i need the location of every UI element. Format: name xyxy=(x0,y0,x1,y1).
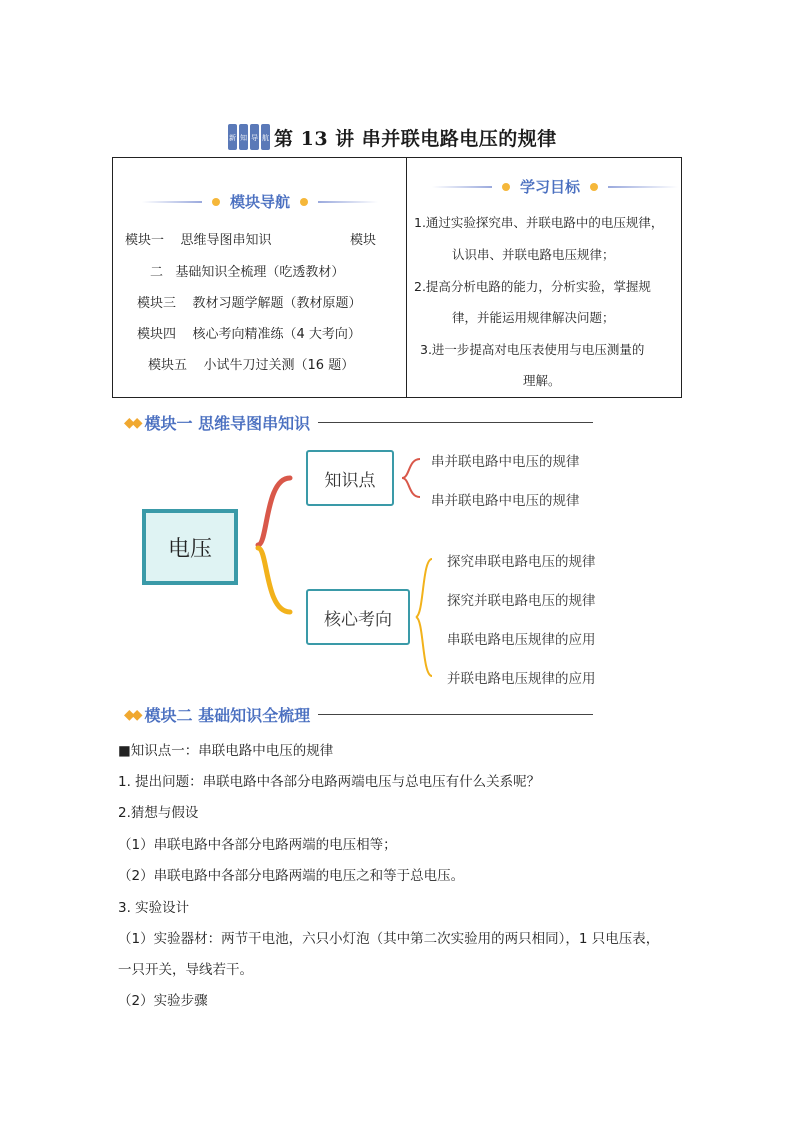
body-line: 一只开关，导线若干。 xyxy=(118,962,253,978)
nav-heading-text: 模块导航 xyxy=(230,193,291,211)
section2-header xyxy=(124,703,593,726)
lower-branch-line xyxy=(258,548,290,612)
nav-line: 模块一 思维导图串知识 模块 xyxy=(125,233,377,248)
knowledge-leaf: 串并联电路中电压的规律 xyxy=(431,493,580,509)
body-line: （1）实验器材：两节干电池，六只小灯泡（其中第二次实验用的两只相同），1 只电压表， xyxy=(118,931,660,947)
body-line: 3. 实验设计 xyxy=(118,900,190,916)
mindmap-center-node: 电压 xyxy=(142,509,238,585)
goal-line: 1.通过实验探究串、并联电路中的电压规律， xyxy=(414,215,664,230)
badge: 航 xyxy=(261,124,270,150)
nav-line: 模块三 教材习题学解题（教材原题） xyxy=(137,296,362,311)
badge: 新 xyxy=(228,124,237,150)
diamond-icon: ◆◆ xyxy=(124,414,140,431)
goal-line: 理解。 xyxy=(523,373,561,388)
body-line: （1）串联电路中各部分电路两端的电压相等； xyxy=(118,837,397,853)
section1-title: 模块一 思维导图串知识 xyxy=(144,414,311,433)
focus-leaf: 探究串联电路电压的规律 xyxy=(447,554,596,570)
nav-line: 模块五 小试牛刀过关测（16 题） xyxy=(148,358,355,373)
body-line: 2.猜想与假设 xyxy=(118,805,199,821)
body-line: 1. 提出问题：串联电路中各部分电路两端电压与总电压有什么关系呢？ xyxy=(118,774,541,790)
goal-line: 2.提高分析电路的能力，分析实验，掌握规 xyxy=(414,279,651,294)
knowledge-leaf: 串并联电路中电压的规律 xyxy=(431,454,580,470)
focus-leaf: 串联电路电压规律的应用 xyxy=(447,632,596,648)
goal-line: 3.进一步提高对电压表使用与电压测量的 xyxy=(420,342,645,357)
knowledge-bracket xyxy=(402,459,420,497)
nav-line: 二 基础知识全梳理（吃透教材） xyxy=(150,265,345,280)
page-title: 第 13 讲 串并联电路电压的规律 xyxy=(274,127,557,150)
focus-node: 核心考向 xyxy=(306,589,410,645)
nav-line: 模块四 核心考向精准练（4 大考向） xyxy=(137,327,361,342)
focus-bracket xyxy=(416,559,432,676)
body-line: （2）串联电路中各部分电路两端的电压之和等于总电压。 xyxy=(118,868,465,884)
knowledge-node: 知识点 xyxy=(306,450,394,506)
diamond-icon: ◆◆ xyxy=(124,706,140,723)
goal-line: 认识串、并联电路电压规律； xyxy=(452,247,615,262)
upper-branch-line xyxy=(258,478,290,545)
body-line: （2）实验步骤 xyxy=(118,993,208,1009)
focus-leaf: 探究并联电路电压的规律 xyxy=(447,593,596,609)
badge: 知 xyxy=(239,124,248,150)
section-rule xyxy=(318,714,593,715)
focus-leaf: 并联电路电压规律的应用 xyxy=(447,671,596,687)
badge: 导 xyxy=(250,124,259,150)
body-line: ■知识点一：串联电路中电压的规律 xyxy=(118,743,334,759)
goal-line: 律，并能运用规律解决问题； xyxy=(452,310,615,325)
goals-heading-text: 学习目标 xyxy=(520,178,581,196)
section2-title: 模块二 基础知识全梳理 xyxy=(144,706,311,725)
